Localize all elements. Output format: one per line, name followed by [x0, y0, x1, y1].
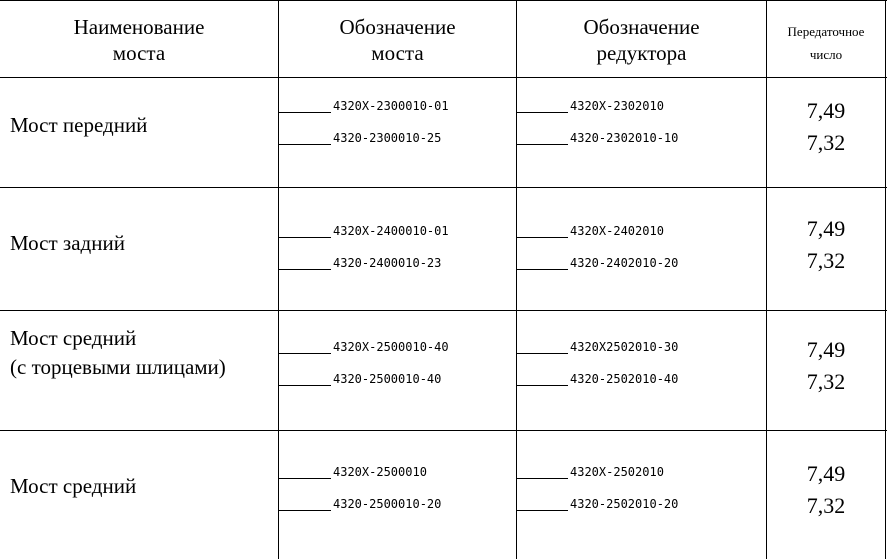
bridge-code: 4320-2300010-25: [333, 131, 442, 145]
column-divider: [885, 0, 886, 559]
row-divider: [0, 430, 887, 431]
header-ratio: [767, 20, 885, 66]
gear-ratio: 7,49: [806, 216, 846, 241]
fill-line: [279, 478, 331, 479]
reducer-code-entry: [517, 463, 766, 479]
fill-line: [279, 144, 331, 145]
header-name: [0, 14, 278, 66]
row-divider: [0, 310, 887, 311]
reducer-code: 4320-2502010-40: [570, 372, 679, 386]
fill-line: [517, 144, 568, 145]
fill-line: [517, 237, 568, 238]
bridge-code: 4320-2400010-23: [333, 256, 442, 270]
bridge-code: 4320-2500010-40: [333, 372, 442, 386]
fill-line: [517, 478, 568, 479]
gear-ratio: 7,32: [806, 130, 846, 155]
bridge-code: 4320-2500010-20: [333, 497, 442, 511]
reducer-code-entry: [517, 97, 766, 113]
fill-line: [517, 385, 568, 386]
reducer-code: 4320Х-2502010: [570, 465, 664, 479]
bridge-name-rear: [10, 229, 125, 258]
row-divider: [0, 187, 887, 188]
bridge-code: 4320Х-2500010-40: [333, 340, 449, 354]
bridge-name-text: (с торцевыми шлицами): [10, 355, 226, 379]
header-text: Обозначение: [583, 15, 700, 39]
reducer-code-entry: [517, 338, 766, 354]
header-text: Обозначение: [339, 15, 456, 39]
reducer-code: 4320-2502010-20: [570, 497, 679, 511]
reducer-code: 4320Х2502010-30: [570, 340, 679, 354]
reducer-code-entry: [517, 222, 766, 238]
fill-line: [279, 269, 331, 270]
reducer-code-entry: [517, 129, 766, 145]
fill-line: [517, 510, 568, 511]
gear-ratio: 7,49: [806, 337, 846, 362]
fill-line: [279, 385, 331, 386]
gear-ratio: 7,49: [806, 461, 846, 486]
bridge-name-middle-splined: [10, 324, 226, 382]
fill-line: [279, 510, 331, 511]
bridge-code-entry: [279, 97, 516, 113]
table-border-top: [0, 0, 887, 1]
bridge-name-text: Мост средний: [10, 474, 137, 498]
reducer-code-entry: [517, 370, 766, 386]
bridge-code-entry: [279, 129, 516, 145]
reducer-code: 4320-2402010-20: [570, 256, 679, 270]
bridge-name-front: [10, 111, 147, 140]
reducer-code-entry: [517, 495, 766, 511]
bridge-code: 4320Х-2500010: [333, 465, 427, 479]
bridge-code-entry: [279, 463, 516, 479]
header-text: число: [809, 47, 843, 62]
row-divider: [0, 77, 887, 78]
fill-line: [517, 269, 568, 270]
fill-line: [517, 353, 568, 354]
header-text: редуктора: [596, 41, 687, 65]
bridge-code-entry: [279, 254, 516, 270]
bridge-code-entry: [279, 495, 516, 511]
bridge-code-entry: [279, 338, 516, 354]
bridge-code-entry: [279, 370, 516, 386]
gear-ratio: 7,32: [806, 369, 846, 394]
reducer-code: 4320Х-2302010: [570, 99, 664, 113]
reducer-code-entry: [517, 254, 766, 270]
reducer-code: 4320-2302010-10: [570, 131, 679, 145]
gear-ratio: 7,32: [806, 493, 846, 518]
bridge-code: 4320Х-2400010-01: [333, 224, 449, 238]
reducer-code: 4320Х-2402010: [570, 224, 664, 238]
bridge-name-text: Мост задний: [10, 231, 125, 255]
bridge-code: 4320Х-2300010-01: [333, 99, 449, 113]
header-text: моста: [112, 41, 166, 65]
gear-ratio: 7,32: [806, 248, 846, 273]
fill-line: [279, 112, 331, 113]
fill-line: [517, 112, 568, 113]
header-reducer-code: [517, 14, 766, 66]
fill-line: [279, 237, 331, 238]
header-text: моста: [371, 41, 424, 65]
gear-ratio: 7,49: [806, 98, 846, 123]
bridge-name-middle: [10, 472, 136, 501]
bridge-name-text: Мост средний: [10, 326, 137, 350]
bridge-name-text: Мост передний: [10, 113, 148, 137]
header-text: Передаточное: [787, 24, 865, 39]
header-bridge-code: [279, 14, 516, 66]
bridge-code-entry: [279, 222, 516, 238]
header-text: Наименование: [73, 15, 205, 39]
fill-line: [279, 353, 331, 354]
